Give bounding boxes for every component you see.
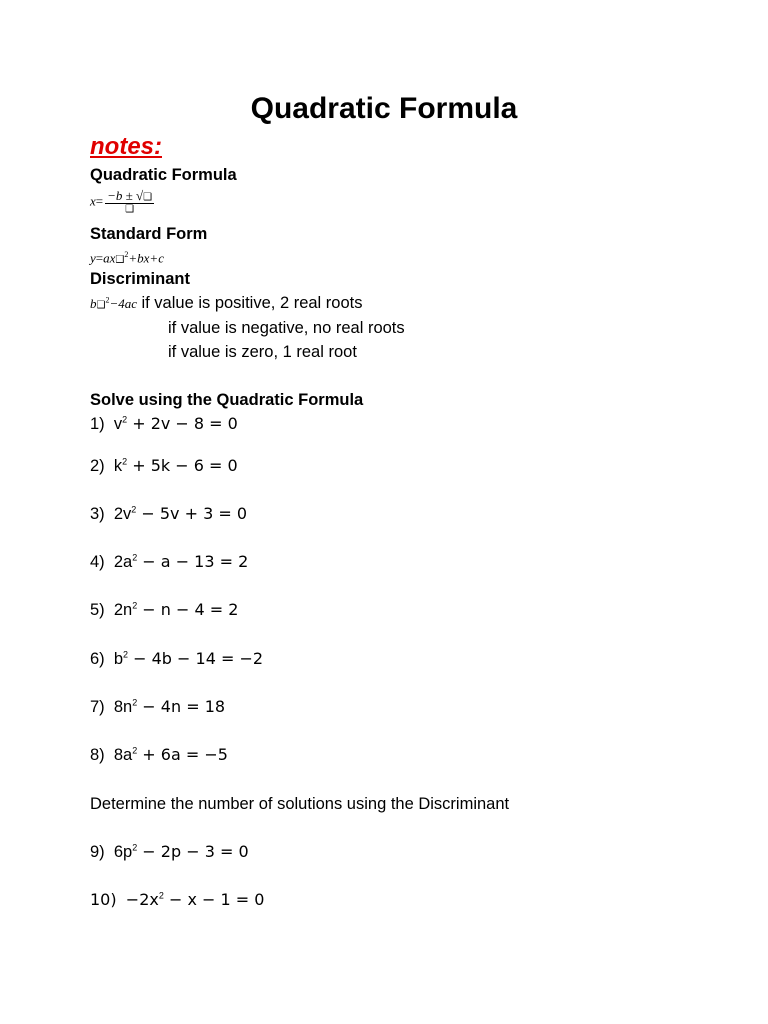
problem-number: 2) — [90, 457, 105, 475]
problem-7 — [90, 697, 225, 717]
sf-ax: ax — [103, 250, 116, 266]
disc-rest: −4ac — [109, 296, 138, 311]
problem-rest: − 5v + 3 = 0 — [136, 504, 248, 523]
problem-number: 4) — [90, 553, 105, 571]
discriminant-expression — [90, 296, 137, 311]
problem-rest: − a − 13 = 2 — [137, 552, 249, 571]
problem-exponent: 2 — [132, 697, 138, 708]
problem-exponent: 2 — [123, 649, 129, 660]
problem-2 — [90, 456, 238, 476]
problem-number: 6) — [90, 650, 105, 668]
discriminant-positive: if value is positive, 2 real roots — [141, 294, 363, 312]
problem-6 — [90, 649, 263, 669]
sf-equals: = — [95, 250, 104, 266]
disc-exponent: 2 — [105, 295, 110, 305]
discriminant-instruction: Determine the number of solutions using the Discriminant — [90, 795, 510, 813]
problem-exponent: 2 — [132, 842, 138, 853]
page-title: Quadratic Formula — [250, 92, 518, 125]
problem-exponent: 2 — [131, 504, 137, 515]
problem-number: 10) — [90, 890, 117, 909]
problem-term: 8n — [113, 698, 133, 716]
solve-heading: Solve using the Quadratic Formula — [90, 391, 364, 409]
formula-numerator — [105, 190, 154, 204]
problem-9 — [90, 842, 249, 862]
problem-rest: + 5k − 6 = 0 — [127, 456, 238, 475]
problem-term: k — [113, 457, 123, 475]
formula-equals: = — [95, 193, 104, 209]
problem-term: b — [113, 650, 124, 668]
problem-exponent: 2 — [122, 456, 128, 467]
problem-exponent: 2 — [132, 600, 138, 611]
problem-term: 2a — [113, 553, 133, 571]
problem-1 — [90, 414, 238, 434]
standard-form-heading: Standard Form — [90, 225, 208, 243]
problem-rest: − 4b − 14 = −2 — [128, 649, 264, 668]
problem-term: 8a — [113, 746, 133, 764]
placeholder-box: ❑ — [96, 300, 106, 311]
problem-rest: + 2v − 8 = 0 — [127, 414, 238, 433]
problem-number: 8) — [90, 746, 105, 764]
quadratic-formula-heading: Quadratic Formula — [90, 166, 237, 184]
problem-term: v — [113, 415, 123, 433]
problem-exponent: 2 — [132, 745, 138, 756]
numerator-text: −b ± √ — [107, 188, 144, 203]
problem-3 — [90, 504, 247, 524]
sf-exponent: 2 — [124, 250, 129, 259]
standard-form-equation — [90, 250, 164, 266]
problem-exponent: 2 — [158, 890, 164, 901]
discriminant-zero: if value is zero, 1 real root — [168, 343, 357, 361]
problem-rest: − 4n = 18 — [137, 697, 226, 716]
notes-label: notes: — [90, 133, 162, 160]
problem-term: 6p — [113, 843, 133, 861]
placeholder-box: ❑ — [115, 254, 125, 266]
problem-8 — [90, 745, 228, 765]
problem-number: 5) — [90, 601, 105, 619]
formula-fraction — [105, 190, 154, 215]
problem-4 — [90, 552, 248, 572]
problem-number: 7) — [90, 698, 105, 716]
problem-exponent: 2 — [122, 414, 128, 425]
placeholder-box: ❑ — [143, 192, 153, 203]
disc-b: b — [90, 296, 97, 311]
problem-10 — [90, 890, 264, 910]
problem-exponent: 2 — [132, 552, 138, 563]
sf-y: y — [90, 250, 96, 266]
problem-rest: − x − 1 = 0 — [163, 890, 265, 909]
problem-5 — [90, 600, 238, 620]
discriminant-heading: Discriminant — [90, 270, 190, 288]
problem-rest: − n − 4 = 2 — [137, 600, 239, 619]
problem-number: 1) — [90, 415, 105, 433]
discriminant-negative: if value is negative, no real roots — [168, 319, 405, 337]
formula-denominator: ❑ — [125, 204, 135, 215]
problem-number: 9) — [90, 843, 105, 861]
problem-term: 2n — [113, 601, 133, 619]
quadratic-formula-equation — [90, 190, 154, 215]
problem-term: −2x — [125, 890, 159, 909]
problem-number: 3) — [90, 505, 105, 523]
problem-rest: + 6a = −5 — [137, 745, 228, 764]
problem-term: 2v — [113, 505, 132, 523]
problem-rest: − 2p − 3 = 0 — [137, 842, 249, 861]
discriminant-row — [90, 294, 363, 313]
formula-lhs: x — [90, 193, 96, 209]
sf-rest: +bx+c — [128, 250, 164, 266]
